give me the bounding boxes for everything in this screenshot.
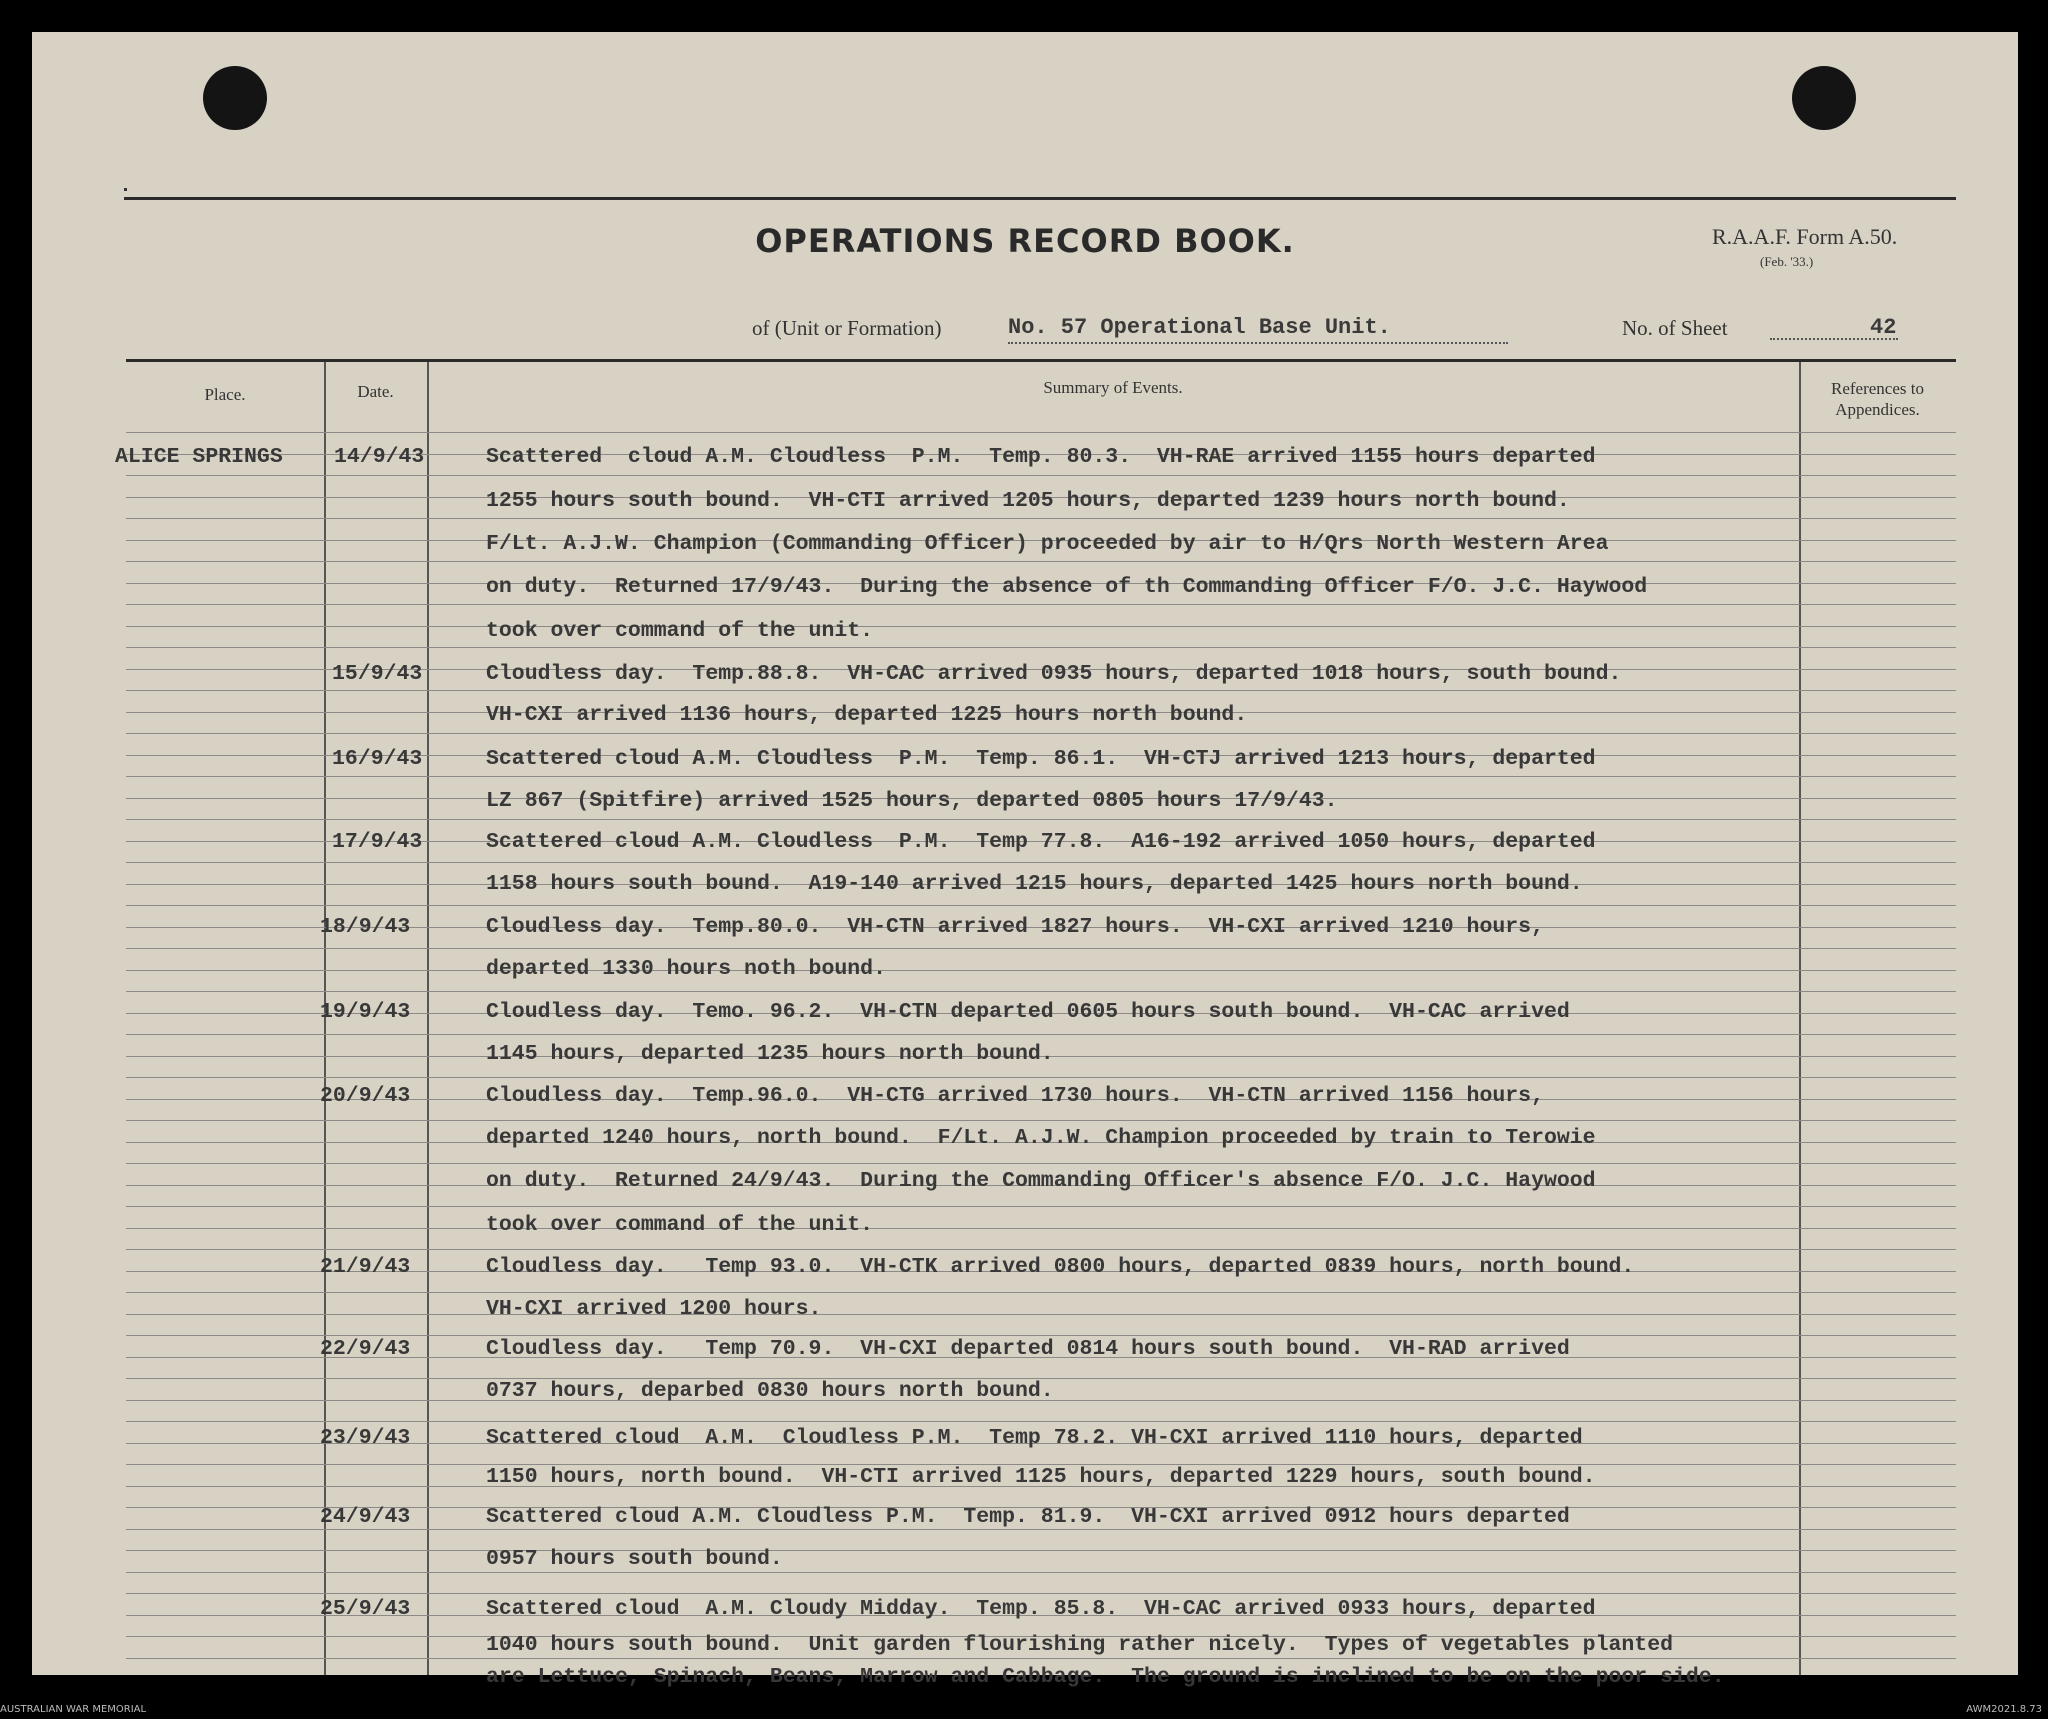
summary-line: Cloudless day. Temp.80.0. VH-CTN arrived 1827 hours. VH-CXI arrived 1210 hours, [486,915,1544,939]
summary-line: Cloudless day. Temp.96.0. VH-CTG arrived 1730 hours. VH-CTN arrived 1156 hours, [486,1084,1544,1108]
ruled-line [126,1120,1956,1121]
ruled-line [126,991,1956,992]
ruled-line [126,561,1956,562]
ruled-line [126,948,1956,949]
summary-line: Cloudless day. Temp 93.0. VH-CTK arrived 0800 hours, departed 0839 hours, north bound. [486,1255,1635,1279]
summary-line: 0957 hours south bound. [486,1547,783,1571]
ruled-line [126,1292,1956,1293]
footer-credit: AUSTRALIAN WAR MEMORIAL [0,1704,147,1715]
ruled-line [126,1593,1956,1594]
form-title: OPERATIONS RECORD BOOK. [755,222,1295,260]
summary-line: VH-CXI arrived 1200 hours. [486,1297,822,1321]
top-rule [124,197,1956,200]
column-divider-date [427,362,429,1675]
entry-date: 14/9/43 [334,445,425,469]
entry-date: 16/9/43 [332,747,423,771]
summary-line: on duty. Returned 24/9/43. During the Commanding Officer's absence F/O. J.C. Haywood [486,1169,1596,1193]
entry-date: 24/9/43 [320,1505,411,1529]
entry-date: 15/9/43 [332,662,423,686]
ruled-line [126,1206,1956,1207]
unit-label: of (Unit or Formation) [752,316,942,340]
ruled-line [126,518,1956,519]
ruled-line [126,1228,1956,1229]
summary-line: departed 1330 hours noth bound. [486,957,886,981]
ruled-line [126,862,1956,863]
summary-line: 1040 hours south bound. Unit garden flourishing rather nicely. Types of vegetables planted [486,1633,1673,1657]
summary-line: Scattered cloud A.M. Cloudy Midday. Temp. 85.8. VH-CAC arrived 0933 hours, departed [486,1597,1596,1621]
ruled-line [126,1529,1956,1530]
ruled-line [126,819,1956,820]
summary-line: 0737 hours, deparbed 0830 hours north bound. [486,1379,1054,1403]
ruled-line [126,733,1956,734]
summary-line: Scattered cloud A.M. Cloudless P.M. Temp. 80.3. VH-RAE arrived 1155 hours departed [486,445,1596,469]
entry-date: 17/9/43 [332,830,423,854]
summary-line: 1158 hours south bound. A19-140 arrived 1215 hours, departed 1425 hours north bound. [486,872,1583,896]
summary-line: are Lettuce, Spinach, Beans, Marrow and Cabbage. The ground is inclined to be on the poor side. [486,1665,1725,1689]
ruled-line [126,1163,1956,1164]
ruled-line [126,690,1956,691]
unit-value: No. 57 Operational Base Unit. [1008,315,1508,344]
column-header-place: Place. [204,385,246,404]
ruled-line [126,1034,1956,1035]
summary-line: LZ 867 (Spitfire) arrived 1525 hours, departed 0805 hours 17/9/43. [486,789,1338,813]
column-divider-references [1799,362,1801,1675]
summary-line: Scattered cloud A.M. Cloudless P.M. Temp 77.8. A16-192 arrived 1050 hours, departed [486,830,1596,854]
ruled-line [126,1550,1956,1551]
ruled-line [126,1314,1956,1315]
ruled-line [126,626,1956,627]
entry-date: 19/9/43 [320,1000,411,1024]
summary-line: Cloudless day. Temo. 96.2. VH-CTN departed 0605 hours south bound. VH-CAC arrived [486,1000,1570,1024]
punch-hole-left [203,66,267,130]
ruled-line [126,475,1956,476]
ruled-line [126,1421,1956,1422]
footer-accession: AWM2021.8.73 [1966,1704,2042,1715]
ruled-line [126,1077,1956,1078]
ruled-line [126,432,1956,433]
column-header-references: References to Appendices. [1831,379,1924,419]
entry-date: 22/9/43 [320,1337,411,1361]
summary-line: F/Lt. A.J.W. Champion (Commanding Officer) proceeded by air to H/Qrs North Western Area [486,532,1609,556]
column-header-date: Date. [357,382,394,401]
summary-line: on duty. Returned 17/9/43. During the absence of th Commanding Officer F/O. J.C. Haywood [486,575,1648,599]
summary-line: Cloudless day. Temp 70.9. VH-CXI departed 0814 hours south bound. VH-RAD arrived [486,1337,1570,1361]
ruled-line [126,1335,1956,1336]
summary-line: 1150 hours, north bound. VH-CTI arrived 1125 hours, departed 1229 hours, south bound. [486,1465,1596,1489]
ruled-line [126,604,1956,605]
ruled-line [126,1658,1956,1659]
sheet-number: 42 [1870,315,1897,340]
sheet-label: No. of Sheet [1622,316,1728,340]
punch-hole-right [1792,66,1856,130]
entry-date: 23/9/43 [320,1426,411,1450]
header-rule [126,359,1956,362]
ruled-line [126,905,1956,906]
entry-date: 25/9/43 [320,1597,411,1621]
summary-line: Scattered cloud A.M. Cloudless P.M. Temp. 86.1. VH-CTJ arrived 1213 hours, departed [486,747,1596,771]
summary-line: 1145 hours, departed 1235 hours north bound. [486,1042,1054,1066]
ruled-line [126,1572,1956,1573]
ruled-line [126,1249,1956,1250]
entry-date: 21/9/43 [320,1255,411,1279]
summary-line: Cloudless day. Temp.88.8. VH-CAC arrived 0935 hours, departed 1018 hours, south bound. [486,662,1622,686]
ruled-line [126,647,1956,648]
summary-line: took over command of the unit. [486,619,874,643]
place-entry: ALICE SPRINGS [115,445,283,469]
summary-line: VH-CXI arrived 1136 hours, departed 1225 hours north bound. [486,703,1248,727]
entry-date: 20/9/43 [320,1084,411,1108]
ruled-line [126,970,1956,971]
form-number: R.A.A.F. Form A.50. [1712,224,1898,249]
margin-mark [124,188,127,191]
entry-date: 18/9/43 [320,915,411,939]
record-sheet [32,32,2018,1689]
summary-line: Scattered cloud A.M. Cloudless P.M. Temp 78.2. VH-CXI arrived 1110 hours, departed [486,1426,1583,1450]
ruled-line [126,776,1956,777]
column-header-summary: Summary of Events. [1043,378,1183,397]
summary-line: Scattered cloud A.M. Cloudless P.M. Temp. 81.9. VH-CXI arrived 0912 hours departed [486,1505,1570,1529]
summary-line: took over command of the unit. [486,1213,874,1237]
summary-line: 1255 hours south bound. VH-CTI arrived 1205 hours, departed 1239 hours north bound. [486,489,1570,513]
form-date: (Feb. '33.) [1760,254,1814,269]
summary-line: departed 1240 hours, north bound. F/Lt. A.J.W. Champion proceeded by train to Terowie [486,1126,1596,1150]
